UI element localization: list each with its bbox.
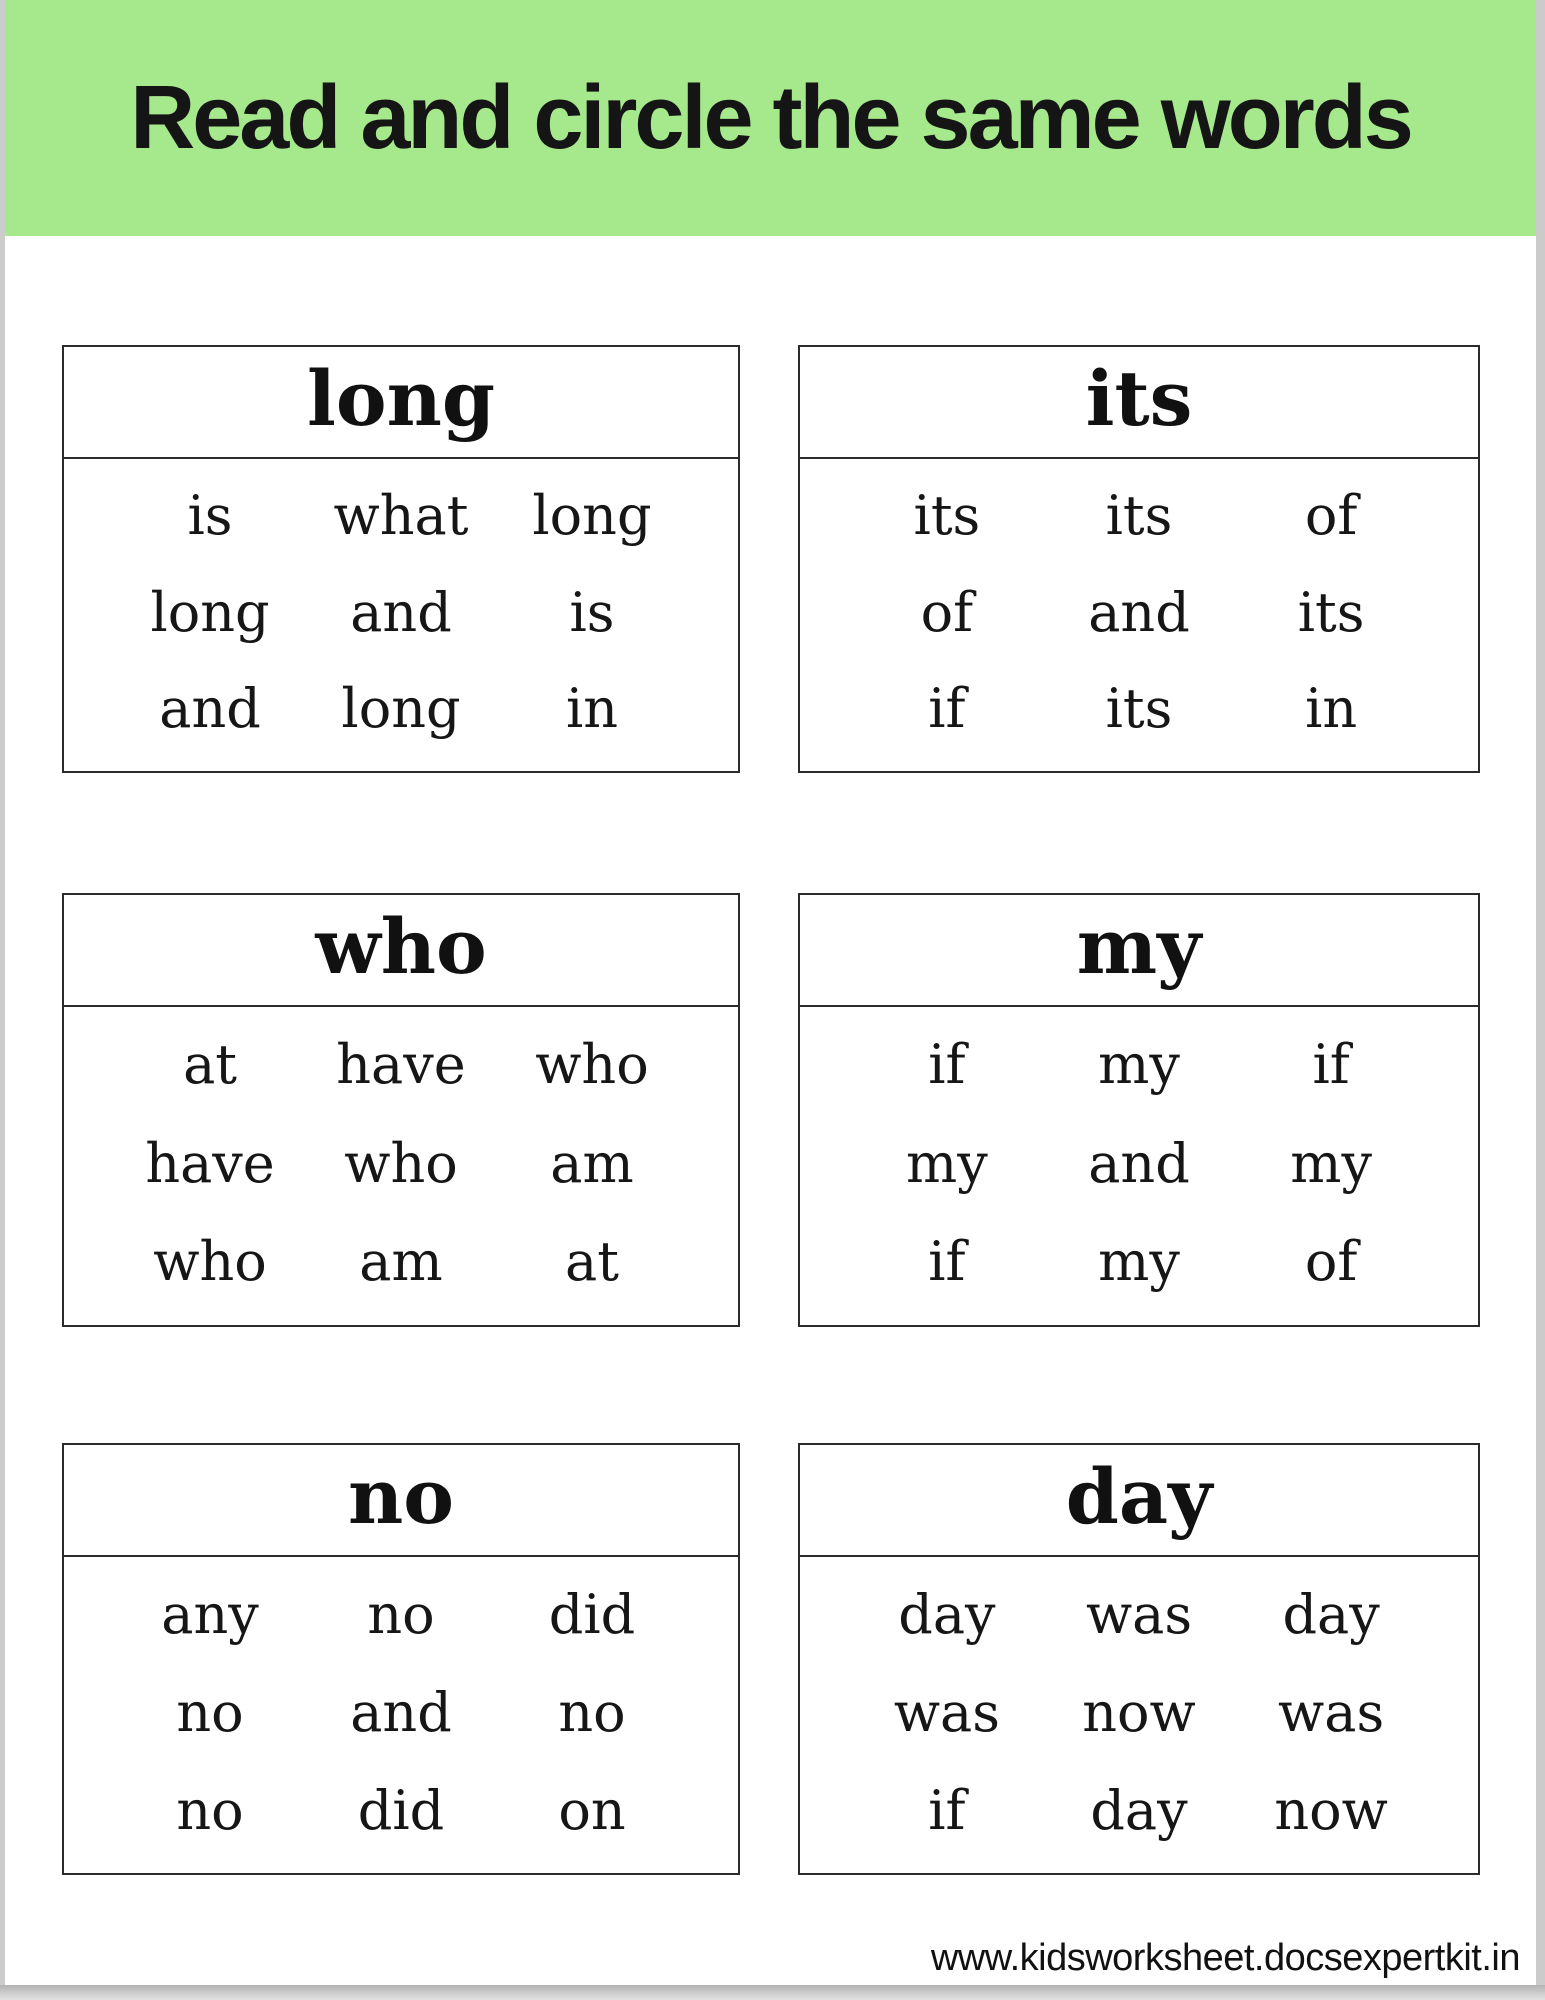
word-cell-long[interactable]: long (150, 580, 270, 644)
word-row (851, 1015, 1427, 1114)
footer-website-url: www.kidsworksheet.docsexpertkit.in (930, 1937, 1520, 1979)
word-cell-no[interactable]: no (558, 1680, 626, 1744)
target-word-label: no (348, 1452, 454, 1541)
word-cell-if[interactable]: if (928, 1778, 966, 1842)
word-cell-now[interactable]: now (1274, 1778, 1388, 1842)
word-cell-long[interactable]: long (532, 483, 652, 547)
word-row (115, 564, 688, 661)
word-cell-its[interactable]: its (1105, 483, 1173, 547)
word-cell-no[interactable]: no (367, 1582, 435, 1646)
word-row (851, 467, 1427, 564)
word-row (115, 1015, 688, 1114)
word-cell-no[interactable]: no (176, 1680, 244, 1744)
page-edge-left (0, 0, 5, 1990)
word-cell-of[interactable]: of (1304, 1230, 1358, 1294)
word-cell-no[interactable]: no (176, 1778, 244, 1842)
word-cell-my[interactable]: my (1290, 1131, 1372, 1195)
word-cell-who[interactable]: who (344, 1131, 458, 1195)
word-cell-my[interactable]: my (906, 1131, 988, 1195)
word-grid (800, 1557, 1478, 1873)
word-box-header (800, 1445, 1478, 1557)
word-box-its (798, 345, 1480, 773)
word-cell-what[interactable]: what (333, 483, 469, 547)
word-row (115, 1663, 688, 1761)
word-cell-on[interactable]: on (558, 1778, 626, 1842)
worksheet-title: Read and circle the same words (130, 67, 1411, 168)
word-cell-any[interactable]: any (161, 1582, 259, 1646)
word-box-who (62, 893, 740, 1327)
word-cell-in[interactable]: in (1305, 677, 1358, 741)
word-cell-of[interactable]: of (920, 580, 974, 644)
word-row (115, 1565, 688, 1663)
word-row (115, 1761, 688, 1859)
word-box-header (800, 347, 1478, 459)
word-cell-and[interactable]: and (1088, 1131, 1190, 1195)
word-row (851, 1663, 1427, 1761)
word-row (851, 1114, 1427, 1213)
word-cell-long[interactable]: long (341, 677, 461, 741)
word-grid (64, 1007, 738, 1325)
word-cell-if[interactable]: if (928, 1032, 966, 1096)
word-cell-did[interactable]: did (548, 1582, 636, 1646)
word-cell-was[interactable]: was (1278, 1680, 1385, 1744)
word-cell-is[interactable]: is (569, 580, 615, 644)
word-row (851, 1565, 1427, 1663)
word-box-header (64, 895, 738, 1007)
word-cell-and[interactable]: and (350, 580, 452, 644)
word-cell-and[interactable]: and (159, 677, 261, 741)
word-cell-now[interactable]: now (1082, 1680, 1196, 1744)
title-banner (5, 0, 1536, 236)
word-cell-who[interactable]: who (535, 1032, 649, 1096)
word-box-my (798, 893, 1480, 1327)
word-cell-and[interactable]: and (1088, 580, 1190, 644)
word-cell-was[interactable]: was (1085, 1582, 1193, 1646)
word-row (851, 564, 1427, 661)
word-cell-did[interactable]: did (357, 1778, 445, 1842)
word-cell-am[interactable]: am (359, 1230, 443, 1294)
word-cell-its[interactable]: its (913, 483, 981, 547)
word-box-day (798, 1443, 1480, 1875)
word-cell-at[interactable]: at (183, 1032, 237, 1096)
word-cell-my[interactable]: my (1098, 1230, 1180, 1294)
word-cell-and[interactable]: and (350, 1680, 452, 1744)
word-cell-its[interactable]: its (1105, 677, 1173, 741)
word-cell-my[interactable]: my (1098, 1032, 1180, 1096)
word-cell-if[interactable]: if (928, 677, 966, 741)
word-cell-of[interactable]: of (1304, 483, 1358, 547)
word-box-header (64, 1445, 738, 1557)
word-row (115, 1212, 688, 1311)
word-row (851, 660, 1427, 757)
word-box-no (62, 1443, 740, 1875)
word-box-header (64, 347, 738, 459)
word-grid (800, 459, 1478, 771)
word-grid (64, 1557, 738, 1873)
word-cell-at[interactable]: at (565, 1230, 619, 1294)
page-edge-right (1536, 0, 1545, 1990)
word-cell-who[interactable]: who (153, 1230, 267, 1294)
word-cell-day[interactable]: day (1282, 1582, 1380, 1646)
word-box-header (800, 895, 1478, 1007)
word-cell-in[interactable]: in (565, 677, 618, 741)
word-cell-have[interactable]: have (336, 1032, 466, 1096)
word-cell-was[interactable]: was (893, 1680, 1000, 1744)
word-grid (64, 459, 738, 771)
word-cell-have[interactable]: have (145, 1131, 275, 1195)
target-word-label: long (307, 354, 495, 443)
word-cell-if[interactable]: if (928, 1230, 966, 1294)
word-cell-is[interactable]: is (187, 483, 233, 547)
word-cell-am[interactable]: am (550, 1131, 634, 1195)
word-row (115, 467, 688, 564)
word-cell-day[interactable]: day (898, 1582, 996, 1646)
page-edge-bottom (0, 1985, 1545, 2000)
word-box-long (62, 345, 740, 773)
word-cell-day[interactable]: day (1090, 1778, 1188, 1842)
word-cell-its[interactable]: its (1297, 580, 1365, 644)
word-grid (800, 1007, 1478, 1325)
word-row (851, 1212, 1427, 1311)
word-cell-if[interactable]: if (1312, 1032, 1350, 1096)
word-row (115, 1114, 688, 1213)
target-word-label: day (1065, 1452, 1213, 1541)
target-word-label: its (1085, 354, 1193, 443)
target-word-label: my (1076, 902, 1202, 991)
word-row (115, 660, 688, 757)
target-word-label: who (315, 902, 487, 991)
word-row (851, 1761, 1427, 1859)
